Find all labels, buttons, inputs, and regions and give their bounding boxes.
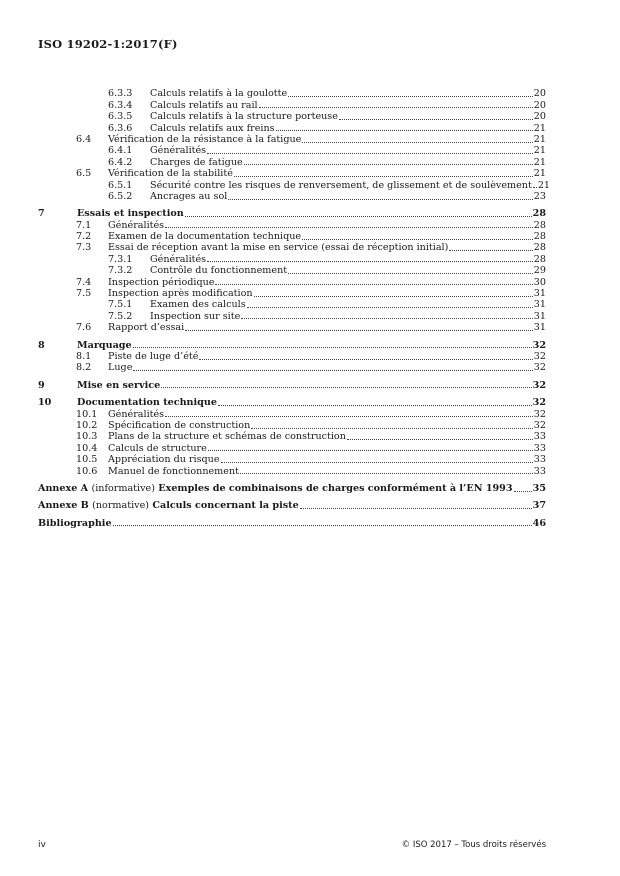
toc-entry-label: Examen de la documentation technique xyxy=(108,231,302,243)
toc-entry-label: Généralités xyxy=(150,253,207,265)
toc-entry-title xyxy=(38,397,217,408)
toc-entry[interactable] xyxy=(38,322,546,333)
toc-entry[interactable] xyxy=(38,351,546,362)
toc-entry-page: 30 xyxy=(533,276,546,288)
toc-entry-label: Spécification de construction xyxy=(108,419,251,431)
toc-entry-page: 21 xyxy=(533,133,546,145)
toc-entry-page: 28 xyxy=(532,208,546,220)
toc-entry-title xyxy=(38,145,206,156)
toc-entry-number: 7.3 xyxy=(76,242,92,254)
toc-entry[interactable] xyxy=(38,242,546,253)
toc-entry-page: 28 xyxy=(533,242,546,254)
toc-annex-title xyxy=(38,483,513,494)
toc-entry-page: 46 xyxy=(532,517,546,529)
toc-entry[interactable] xyxy=(38,431,546,442)
toc-entry-number: 7.2 xyxy=(76,231,92,243)
table-of-contents xyxy=(38,88,551,529)
toc-entry-number: 6.3.5 xyxy=(108,111,133,123)
toc-entry-label: Plans de la structure et schémas de construction xyxy=(108,431,346,443)
toc-entry-label: Ancrages au sol xyxy=(150,190,228,202)
toc-annex-entry[interactable] xyxy=(38,517,546,528)
toc-entry-title xyxy=(38,220,164,231)
toc-entry[interactable] xyxy=(38,442,546,453)
annex-kind: (normative) xyxy=(92,500,149,512)
toc-entry-label: Inspection sur site xyxy=(150,310,241,322)
toc-entry-label: Sécurité contre les risques de renversement, de glissement et de soulèvement xyxy=(150,179,532,191)
toc-entry-title xyxy=(38,322,184,333)
toc-entry-label: Vérification de la stabilité xyxy=(108,168,233,180)
toc-entry-title xyxy=(38,362,132,373)
toc-entry-page: 28 xyxy=(533,253,546,265)
toc-entry-page: 21 xyxy=(533,168,546,180)
toc-entry-title xyxy=(38,311,240,322)
dot-leader xyxy=(300,508,532,509)
dot-leader xyxy=(221,462,533,463)
toc-entry-page: 33 xyxy=(533,442,546,454)
toc-entry-page: 29 xyxy=(533,265,546,277)
toc-entry-title xyxy=(38,351,198,362)
dot-leader xyxy=(199,359,532,360)
toc-entry-number: 10.5 xyxy=(76,454,98,466)
toc-entry-label: Rapport d’essai xyxy=(108,322,185,334)
toc-entry[interactable] xyxy=(38,362,546,373)
toc-entry-label: Essai de réception avant la mise en service (essai de réception initial) xyxy=(108,242,449,254)
annex-label: Bibliographie xyxy=(38,517,112,529)
toc-entry-number: 10.4 xyxy=(76,442,98,454)
toc-entry-number: 7.5.1 xyxy=(108,299,133,311)
toc-entry-title xyxy=(38,454,220,465)
dot-leader xyxy=(288,96,533,97)
toc-entry-page: 20 xyxy=(533,88,546,100)
dot-leader xyxy=(259,107,533,108)
toc-entry-page: 31 xyxy=(533,299,546,311)
toc-entry-label: Appréciation du risque xyxy=(108,454,220,466)
toc-entry-page: 35 xyxy=(532,482,546,494)
toc-entry-number: 6.3.3 xyxy=(108,88,133,100)
toc-entry-number: 7.6 xyxy=(76,322,92,334)
toc-entry[interactable] xyxy=(38,208,546,219)
toc-entry-label: Vérification de la résistance à la fatigue xyxy=(108,133,302,145)
toc-entry-title xyxy=(38,100,258,111)
toc-entry[interactable] xyxy=(38,122,546,133)
toc-entry-title xyxy=(38,277,214,288)
toc-entry[interactable] xyxy=(38,265,546,276)
dot-leader xyxy=(228,199,532,200)
dot-leader xyxy=(161,387,531,388)
toc-entry-label: Inspection périodique xyxy=(108,276,215,288)
toc-entry-title xyxy=(38,420,250,431)
toc-entry-title xyxy=(38,380,160,391)
toc-entry[interactable] xyxy=(38,253,546,264)
toc-annex-title xyxy=(38,500,299,511)
dot-leader xyxy=(302,142,532,143)
toc-entry-label: Examen des calculs xyxy=(150,299,246,311)
toc-entry-number: 8 xyxy=(38,339,45,351)
toc-entry[interactable] xyxy=(38,299,546,310)
dot-leader xyxy=(218,405,532,406)
toc-entry-page: 33 xyxy=(533,454,546,466)
toc-entry-page: 31 xyxy=(533,288,546,300)
toc-entry-number: 6.5.2 xyxy=(108,190,133,202)
toc-entry-title xyxy=(38,111,338,122)
dot-leader xyxy=(244,164,533,165)
toc-entry-number: 10 xyxy=(38,397,52,409)
toc-entry-page: 32 xyxy=(532,397,546,409)
toc-entry-label: Généralités xyxy=(108,219,165,231)
toc-entry-page: 21 xyxy=(533,122,546,134)
toc-entry-label: Calculs de structure xyxy=(108,442,207,454)
toc-entry[interactable] xyxy=(38,111,546,122)
toc-entry-title xyxy=(38,242,448,253)
annex-label: Annexe A xyxy=(38,482,89,494)
toc-entry-page: 33 xyxy=(533,465,546,477)
toc-entry-label: Calculs relatifs à la goulotte xyxy=(150,88,288,100)
toc-annex-title xyxy=(38,518,112,529)
dot-leader xyxy=(449,250,532,251)
toc-entry-page: 31 xyxy=(533,322,546,334)
toc-entry-title xyxy=(38,265,287,276)
toc-entry[interactable] xyxy=(38,88,546,99)
toc-entry-number: 6.3.6 xyxy=(108,122,133,134)
toc-entry-page: 28 xyxy=(533,219,546,231)
dot-leader xyxy=(215,284,532,285)
toc-entry-page: 28 xyxy=(533,231,546,243)
dot-leader xyxy=(207,261,533,262)
toc-entry-number: 8.2 xyxy=(76,362,92,374)
dot-leader xyxy=(247,307,533,308)
toc-entry-number: 6.5.1 xyxy=(108,179,133,191)
toc-entry-label: Charges de fatigue xyxy=(150,156,243,168)
toc-annex-entry[interactable] xyxy=(38,483,546,494)
toc-entry-page: 31 xyxy=(533,310,546,322)
toc-entry-number: 6.4.2 xyxy=(108,156,133,168)
toc-entry-label: Généralités xyxy=(150,145,207,157)
toc-entry-label: Essais et inspection xyxy=(77,208,184,220)
toc-entry-number: 7.4 xyxy=(76,276,92,288)
annex-title: Calculs concernant la piste xyxy=(152,500,299,512)
toc-entry-title xyxy=(38,431,346,442)
toc-entry-title xyxy=(38,168,233,179)
toc-entry-number: 10.1 xyxy=(76,408,98,420)
toc-entry-label: Calculs relatifs à la structure porteuse xyxy=(150,111,338,123)
dot-leader xyxy=(251,428,533,429)
toc-entry-title xyxy=(38,191,227,202)
document-header: ISO 19202-1:2017(F) xyxy=(38,37,178,51)
toc-entry-number: 6.4.1 xyxy=(108,145,133,157)
toc-entry-label: Inspection après modification xyxy=(108,288,253,300)
dot-leader xyxy=(339,119,533,120)
toc-entry-page: 37 xyxy=(532,500,546,512)
dot-leader xyxy=(234,176,533,177)
toc-entry-number: 9 xyxy=(38,379,45,391)
toc-entry-label: Mise en service xyxy=(77,379,161,391)
dot-leader xyxy=(347,439,533,440)
toc-entry-page: 32 xyxy=(533,419,546,431)
annex-kind: (informative) xyxy=(91,482,155,494)
toc-entry-page: 32 xyxy=(533,408,546,420)
toc-entry-page: 23 xyxy=(533,190,546,202)
dot-leader xyxy=(514,491,532,492)
toc-entry-number: 10.6 xyxy=(76,465,98,477)
dot-leader xyxy=(254,296,533,297)
dot-leader xyxy=(133,347,532,348)
toc-entry-number: 6.4 xyxy=(76,133,92,145)
toc-entry-label: Documentation technique xyxy=(77,397,217,409)
dot-leader xyxy=(165,416,533,417)
toc-entry-number: 7.5.2 xyxy=(108,310,133,322)
toc-entry-page: 32 xyxy=(533,350,546,362)
dot-leader xyxy=(185,330,533,331)
toc-entry[interactable] xyxy=(38,454,546,465)
toc-entry[interactable] xyxy=(38,288,546,299)
toc-entry-label: Marquage xyxy=(77,339,132,351)
toc-entry[interactable] xyxy=(38,408,546,419)
dot-leader xyxy=(276,130,533,131)
toc-entry-label: Luge xyxy=(108,362,133,374)
toc-entry-page: 21 xyxy=(537,179,551,191)
dot-leader xyxy=(288,273,533,274)
toc-entry[interactable] xyxy=(38,134,546,145)
toc-entry-label: Contrôle du fonctionnement xyxy=(150,265,288,277)
toc-entry-label: Généralités xyxy=(108,408,165,420)
toc-entry-title xyxy=(38,340,132,351)
toc-entry-page: 32 xyxy=(532,339,546,351)
dot-leader xyxy=(133,370,532,371)
toc-entry[interactable] xyxy=(38,219,546,230)
toc-entry[interactable] xyxy=(38,339,546,350)
toc-entry-page: 33 xyxy=(533,431,546,443)
toc-entry[interactable] xyxy=(38,156,546,167)
toc-entry-title xyxy=(38,123,275,134)
dot-leader xyxy=(302,239,533,240)
annex-title: Exemples de combinaisons de charges conformément à l’EN 1993 xyxy=(158,482,513,494)
toc-entry-title xyxy=(38,180,532,191)
toc-entry-number: 7.1 xyxy=(76,219,92,231)
toc-entry-title xyxy=(38,134,301,145)
dot-leader xyxy=(241,318,533,319)
toc-entry-title xyxy=(38,88,287,99)
toc-entry-title xyxy=(38,299,246,310)
toc-entry-page: 32 xyxy=(533,362,546,374)
dot-leader xyxy=(165,227,533,228)
toc-entry[interactable] xyxy=(38,145,546,156)
toc-entry[interactable] xyxy=(38,379,546,390)
toc-entry-number: 8.1 xyxy=(76,350,92,362)
toc-entry-number: 10.3 xyxy=(76,431,98,443)
toc-entry[interactable] xyxy=(38,168,546,179)
toc-entry-title xyxy=(38,254,206,265)
toc-entry-page: 21 xyxy=(533,156,546,168)
toc-entry-label: Manuel de fonctionnement xyxy=(108,465,239,477)
toc-entry[interactable] xyxy=(38,310,546,321)
toc-entry-label: Piste de luge d’été xyxy=(108,350,199,362)
toc-entry-number: 7 xyxy=(38,208,45,220)
toc-entry-label: Calculs relatifs au rail xyxy=(150,99,258,111)
toc-entry-title xyxy=(38,288,253,299)
toc-entry-label: Calculs relatifs aux freins xyxy=(150,122,275,134)
toc-entry-number: 6.3.4 xyxy=(108,99,133,111)
toc-entry-number: 10.2 xyxy=(76,419,98,431)
dot-leader xyxy=(207,153,533,154)
dot-leader xyxy=(185,216,532,217)
dot-leader xyxy=(208,450,533,451)
toc-entry-number: 7.5 xyxy=(76,288,92,300)
toc-entry[interactable] xyxy=(38,420,546,431)
toc-entry-number: 7.3.1 xyxy=(108,253,133,265)
toc-entry[interactable] xyxy=(38,179,551,191)
toc-entry[interactable] xyxy=(38,99,546,110)
toc-entry-page: 21 xyxy=(533,145,546,157)
toc-entry-number: 7.3.2 xyxy=(108,265,133,277)
annex-label: Annexe B xyxy=(38,500,89,512)
copyright-notice: © ISO 2017 – Tous droits réservés xyxy=(401,840,546,850)
dot-leader xyxy=(113,525,532,526)
dot-leader xyxy=(533,187,537,188)
toc-entry-title xyxy=(38,443,207,454)
toc-entry-page: 20 xyxy=(533,99,546,111)
toc-entry[interactable] xyxy=(38,465,546,476)
toc-entry-page: 32 xyxy=(532,379,546,391)
toc-entry[interactable] xyxy=(38,191,546,202)
toc-entry-title xyxy=(38,208,184,219)
toc-entry-title xyxy=(38,409,164,420)
toc-entry[interactable] xyxy=(38,397,546,408)
toc-entry-page: 20 xyxy=(533,111,546,123)
toc-entry[interactable] xyxy=(38,276,546,287)
toc-entry-title xyxy=(38,466,239,477)
dot-leader xyxy=(240,473,533,474)
toc-entry-title xyxy=(38,231,301,242)
toc-annex-entry[interactable] xyxy=(38,500,546,511)
toc-entry-title xyxy=(38,157,243,168)
page-number: iv xyxy=(38,840,46,850)
toc-entry[interactable] xyxy=(38,231,546,242)
toc-entry-number: 6.5 xyxy=(76,168,92,180)
